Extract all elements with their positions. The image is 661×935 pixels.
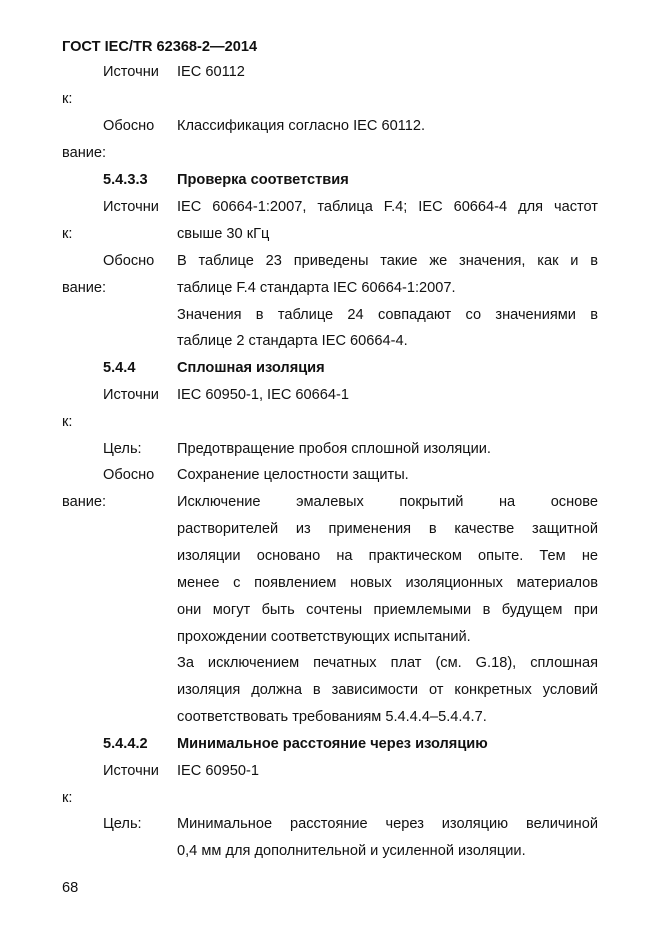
source-label-cont: к: — [62, 414, 73, 430]
goal-text: Предотвращение пробоя сплошной изоляции. — [177, 441, 491, 457]
source-label: Источни — [103, 199, 159, 215]
source-text: IEC 60664-1:2007, таблица F.4; IEC 60664-4 для частот — [177, 199, 598, 215]
rationale-text: За исключением печатных плат (см. G.18), сплошная — [177, 655, 598, 671]
rationale-text: Классификация согласно IEC 60112. — [177, 118, 426, 134]
rationale-text: Исключение эмалевых покрытий на основе — [177, 494, 598, 510]
section-number: 5.4.4 — [103, 360, 136, 376]
goal-label: Цель: — [103, 441, 142, 457]
document-header: ГОСТ IEC/TR 62368-2—2014 — [62, 39, 258, 55]
rationale-text: они могут быть сочтены приемлемыми в будущем при — [177, 602, 598, 618]
source-label: Источни — [103, 64, 159, 80]
rationale-label-cont: вание: — [62, 494, 107, 510]
rationale-text: соответствовать требованиям 5.4.4.4–5.4.4.7. — [177, 709, 487, 725]
rationale-label: Обосно — [103, 253, 155, 269]
rationale-label: Обосно — [103, 467, 155, 483]
section-title: Минимальное расстояние через изоляцию — [177, 736, 488, 752]
rationale-label-cont: вание: — [62, 280, 107, 296]
source-text: IEC 60950-1, IEC 60664-1 — [177, 387, 349, 403]
goal-text: 0,4 мм для дополнительной и усиленной изоляции. — [177, 843, 526, 859]
source-text: IEC 60950-1 — [177, 763, 259, 779]
goal-text: Минимальное расстояние через изоляцию величиной — [177, 816, 598, 832]
rationale-text: Сохранение целостности защиты. — [177, 467, 409, 483]
section-number: 5.4.4.2 — [103, 736, 148, 752]
source-label-cont: к: — [62, 226, 73, 242]
page-number: 68 — [62, 880, 79, 896]
rationale-text: изоляция должна в зависимости от конкретных условий — [177, 682, 598, 698]
source-text: IEC 60112 — [177, 64, 245, 80]
rationale-text: В таблице 23 приведены такие же значения, как и в — [177, 253, 598, 269]
section-title: Сплошная изоляция — [177, 360, 325, 376]
source-label: Источни — [103, 763, 159, 779]
rationale-text: прохождении соответствующих испытаний. — [177, 629, 471, 645]
source-text: свыше 30 кГц — [177, 226, 270, 242]
source-label-cont: к: — [62, 790, 73, 806]
rationale-label: Обосно — [103, 118, 155, 134]
source-label: Источни — [103, 387, 159, 403]
rationale-text: Значения в таблице 24 совпадают со значениями в — [177, 307, 598, 323]
source-label-cont: к: — [62, 91, 73, 107]
section-title: Проверка соответствия — [177, 172, 349, 188]
goal-label: Цель: — [103, 816, 142, 832]
rationale-text: изоляции основано на практическом опыте. Тем не — [177, 548, 598, 564]
rationale-text: таблице 2 стандарта IEC 60664-4. — [177, 333, 408, 349]
rationale-text: таблице F.4 стандарта IEC 60664-1:2007. — [177, 280, 456, 296]
rationale-label-cont: вание: — [62, 145, 107, 161]
rationale-text: менее с появлением новых изоляционных материалов — [177, 575, 598, 591]
section-number: 5.4.3.3 — [103, 172, 148, 188]
rationale-text: растворителей из применения в качестве защитной — [177, 521, 598, 537]
